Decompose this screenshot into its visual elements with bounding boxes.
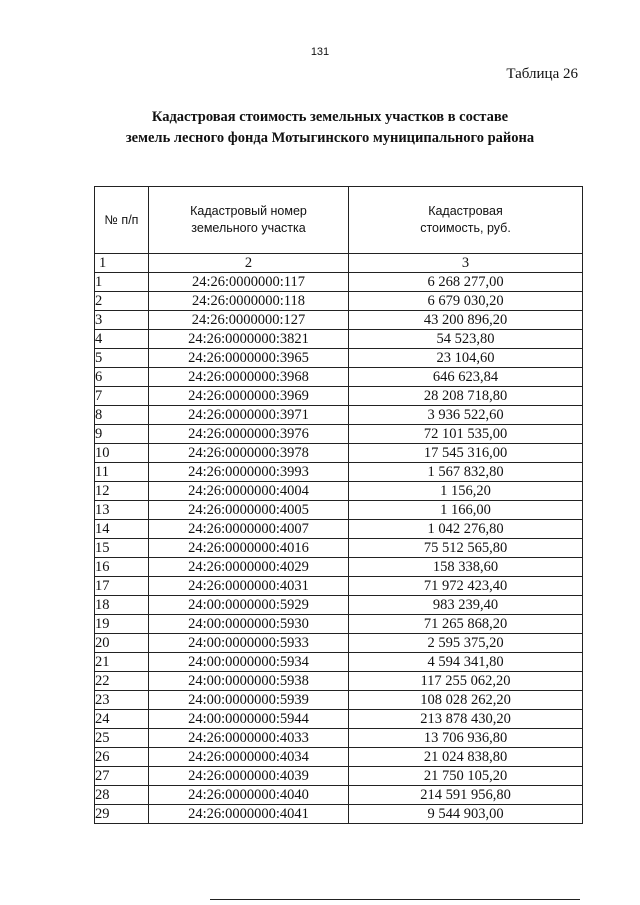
cadastral-value-cell: 213 878 430,20: [349, 710, 583, 729]
row-number-cell: 28: [95, 786, 149, 805]
cadastral-value-cell: 214 591 956,80: [349, 786, 583, 805]
cadastral-value-cell: 9 544 903,00: [349, 805, 583, 824]
cadastral-number-cell: 24:26:0000000:118: [149, 292, 349, 311]
cadastral-value-cell: 1 166,00: [349, 501, 583, 520]
row-number-cell: 14: [95, 520, 149, 539]
row-number-cell: 15: [95, 539, 149, 558]
cadastral-number-cell: 24:00:0000000:5938: [149, 672, 349, 691]
cadastral-number-cell: 24:26:0000000:3968: [149, 368, 349, 387]
row-number-cell: 19: [95, 615, 149, 634]
cadastral-number-cell: 24:26:0000000:4033: [149, 729, 349, 748]
table-row: [95, 634, 583, 653]
table-title: [0, 107, 640, 149]
cadastral-number-cell: 24:26:0000000:3965: [149, 349, 349, 368]
cadastral-value-cell: 21 024 838,80: [349, 748, 583, 767]
header-row-number: № п/п: [95, 187, 149, 254]
table-title-line-1: Кадастровая стоимость земельных участков в составе: [151, 109, 509, 125]
cadastral-number-cell: 24:26:0000000:127: [149, 311, 349, 330]
cadastral-value-cell: 71 972 423,40: [349, 577, 583, 596]
row-number-cell: 4: [95, 330, 149, 349]
table-row: [95, 577, 583, 596]
table-row: [95, 805, 583, 824]
table-row: [95, 501, 583, 520]
row-number-cell: 23: [95, 691, 149, 710]
cadastral-number-cell: 24:26:0000000:4034: [149, 748, 349, 767]
row-number-cell: 20: [95, 634, 149, 653]
table-label: Таблица 26: [506, 66, 578, 82]
column-index-row: [95, 254, 583, 273]
cadastral-value-cell: 71 265 868,20: [349, 615, 583, 634]
cadastral-number-cell: 24:26:0000000:4016: [149, 539, 349, 558]
row-number-cell: 9: [95, 425, 149, 444]
table-row: [95, 330, 583, 349]
cadastral-value-cell: 21 750 105,20: [349, 767, 583, 786]
table-row: [95, 672, 583, 691]
cadastral-number-cell: 24:26:0000000:4007: [149, 520, 349, 539]
table-row: [95, 653, 583, 672]
cadastral-number-cell: 24:26:0000000:4031: [149, 577, 349, 596]
cadastral-value-cell: 4 594 341,80: [349, 653, 583, 672]
footer-divider: [210, 899, 580, 900]
cadastral-number-cell: 24:26:0000000:3971: [149, 406, 349, 425]
cadastral-number-cell: 24:26:0000000:4039: [149, 767, 349, 786]
table-row: [95, 615, 583, 634]
cadastral-number-cell: 24:00:0000000:5930: [149, 615, 349, 634]
cadastral-value-cell: 54 523,80: [349, 330, 583, 349]
page-number: 131: [310, 46, 330, 58]
table-row: [95, 444, 583, 463]
cadastral-number-cell: 24:26:0000000:4041: [149, 805, 349, 824]
column-index-cell: 2: [149, 254, 349, 273]
cadastral-value-table: [94, 186, 583, 824]
cadastral-number-cell: 24:00:0000000:5929: [149, 596, 349, 615]
table-row: [95, 539, 583, 558]
cadastral-number-cell: 24:26:0000000:4005: [149, 501, 349, 520]
cadastral-number-cell: 24:00:0000000:5944: [149, 710, 349, 729]
cadastral-number-cell: 24:26:0000000:3821: [149, 330, 349, 349]
cadastral-value-cell: 72 101 535,00: [349, 425, 583, 444]
cadastral-value-cell: 6 268 277,00: [349, 273, 583, 292]
cadastral-number-cell: 24:26:0000000:3976: [149, 425, 349, 444]
cadastral-value-cell: 158 338,60: [349, 558, 583, 577]
cadastral-number-cell: 24:26:0000000:3993: [149, 463, 349, 482]
row-number-cell: 10: [95, 444, 149, 463]
column-index-cell: 3: [349, 254, 583, 273]
cadastral-value-cell: 108 028 262,20: [349, 691, 583, 710]
cadastral-value-cell: 6 679 030,20: [349, 292, 583, 311]
table-row: [95, 520, 583, 539]
row-number-cell: 16: [95, 558, 149, 577]
cadastral-value-cell: 13 706 936,80: [349, 729, 583, 748]
header-cadastral-number: Кадастровый номер земельного участка: [149, 187, 349, 254]
row-number-cell: 6: [95, 368, 149, 387]
cadastral-value-cell: 1 156,20: [349, 482, 583, 501]
table-row: [95, 425, 583, 444]
row-number-cell: 3: [95, 311, 149, 330]
row-number-cell: 12: [95, 482, 149, 501]
table-row: [95, 387, 583, 406]
table-row: [95, 558, 583, 577]
table-row: [95, 349, 583, 368]
row-number-cell: 22: [95, 672, 149, 691]
cadastral-number-cell: 24:26:0000000:3969: [149, 387, 349, 406]
header-cadastral-value: Кадастровая стоимость, руб.: [349, 187, 583, 254]
cadastral-number-cell: 24:26:0000000:3978: [149, 444, 349, 463]
cadastral-value-cell: 43 200 896,20: [349, 311, 583, 330]
table-row: [95, 596, 583, 615]
cadastral-value-cell: 983 239,40: [349, 596, 583, 615]
table-row: [95, 691, 583, 710]
table-row: [95, 729, 583, 748]
cadastral-number-cell: 24:26:0000000:4040: [149, 786, 349, 805]
cadastral-number-cell: 24:00:0000000:5939: [149, 691, 349, 710]
table-row: [95, 748, 583, 767]
table-row: [95, 311, 583, 330]
cadastral-number-cell: 24:26:0000000:4004: [149, 482, 349, 501]
cadastral-value-cell: 17 545 316,00: [349, 444, 583, 463]
row-number-cell: 24: [95, 710, 149, 729]
cadastral-number-cell: 24:00:0000000:5933: [149, 634, 349, 653]
table-row: [95, 482, 583, 501]
table-row: [95, 710, 583, 729]
row-number-cell: 2: [95, 292, 149, 311]
cadastral-number-cell: 24:00:0000000:5934: [149, 653, 349, 672]
row-number-cell: 7: [95, 387, 149, 406]
cadastral-value-cell: 23 104,60: [349, 349, 583, 368]
table-row: [95, 406, 583, 425]
table-header-row: [95, 187, 583, 254]
row-number-cell: 1: [95, 273, 149, 292]
row-number-cell: 13: [95, 501, 149, 520]
cadastral-number-cell: 24:26:0000000:117: [149, 273, 349, 292]
table-row: [95, 292, 583, 311]
cadastral-value-cell: 646 623,84: [349, 368, 583, 387]
row-number-cell: 17: [95, 577, 149, 596]
row-number-cell: 8: [95, 406, 149, 425]
table-row: [95, 767, 583, 786]
row-number-cell: 21: [95, 653, 149, 672]
cadastral-value-cell: 1 042 276,80: [349, 520, 583, 539]
cadastral-value-cell: 2 595 375,20: [349, 634, 583, 653]
row-number-cell: 5: [95, 349, 149, 368]
table-row: [95, 786, 583, 805]
row-number-cell: 27: [95, 767, 149, 786]
row-number-cell: 18: [95, 596, 149, 615]
cadastral-value-cell: 3 936 522,60: [349, 406, 583, 425]
cadastral-value-cell: 28 208 718,80: [349, 387, 583, 406]
column-index-cell: 1: [95, 254, 149, 273]
cadastral-value-cell: 75 512 565,80: [349, 539, 583, 558]
row-number-cell: 25: [95, 729, 149, 748]
table-row: [95, 463, 583, 482]
cadastral-number-cell: 24:26:0000000:4029: [149, 558, 349, 577]
cadastral-value-cell: 1 567 832,80: [349, 463, 583, 482]
row-number-cell: 26: [95, 748, 149, 767]
row-number-cell: 29: [95, 805, 149, 824]
cadastral-value-cell: 117 255 062,20: [349, 672, 583, 691]
row-number-cell: 11: [95, 463, 149, 482]
table-row: [95, 368, 583, 387]
table-title-line-2: земель лесного фонда Мотыгинского муниципального района: [125, 130, 535, 146]
table-row: [95, 273, 583, 292]
